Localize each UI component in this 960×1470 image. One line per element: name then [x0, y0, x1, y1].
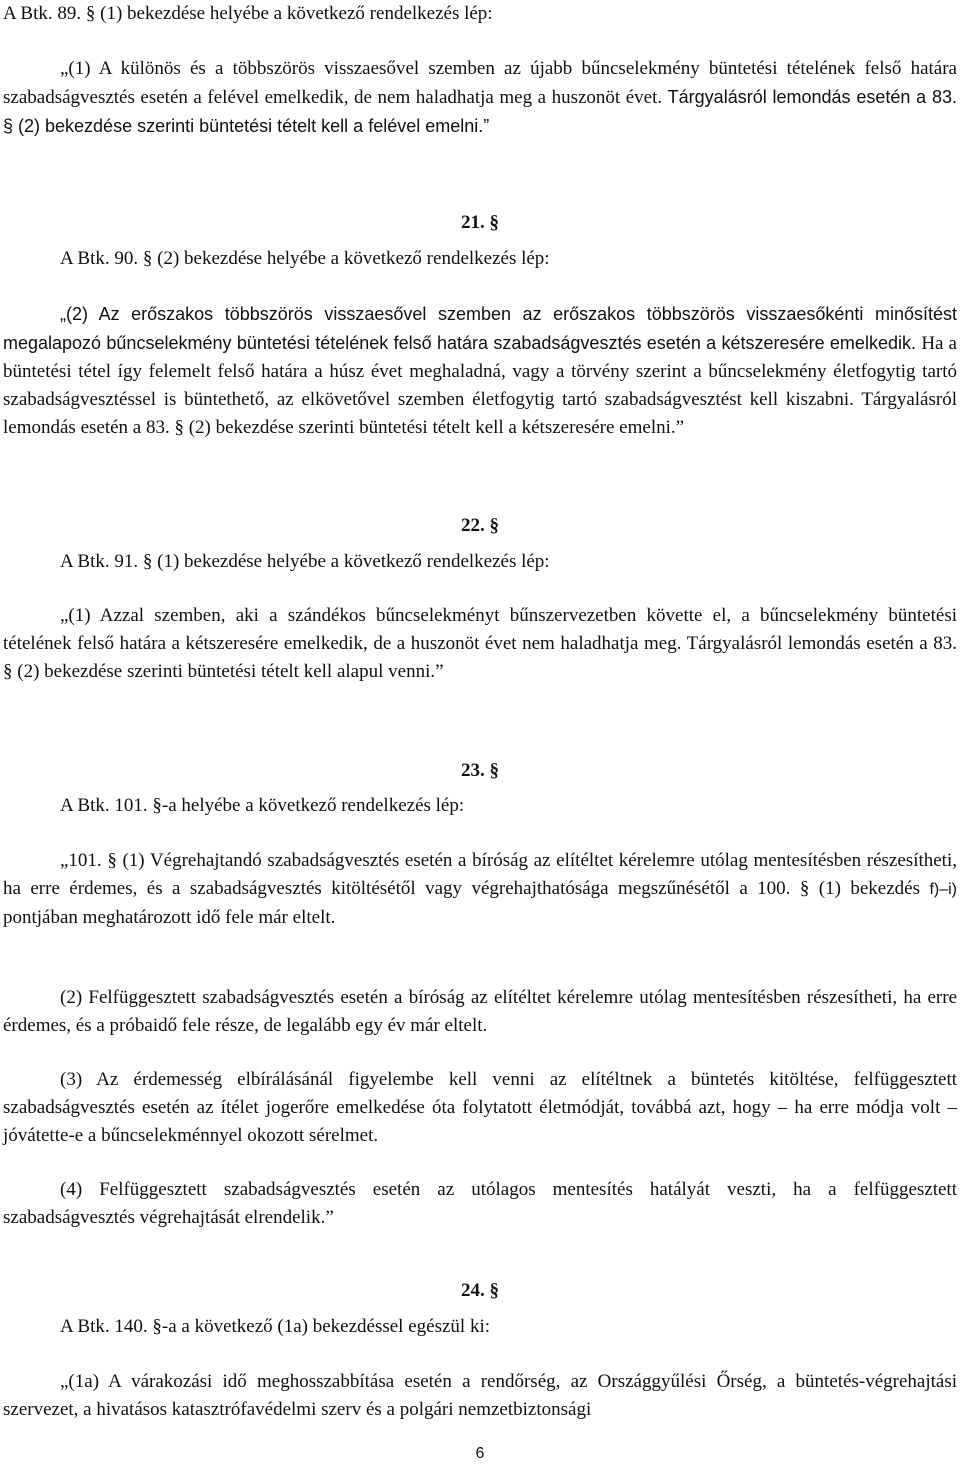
amendment-text-101-3: (3) Az érdemesség elbírálásánál figyelembe kell venni az elítéltnek a büntetés kitöltése, felfüggesztett szabadságvesztés esetén az ítélet jogerőre emelkedése óta folytatott életmódját, továbbá azt, hogy – ha erre módja volt – jóvátette-e a bűncselekménnyel okozott sérelmet. [3, 1069, 957, 1146]
amendment-text-89 [3, 55, 957, 141]
amendment-text-140: „(1a) A várakozási idő meghosszabbítása esetén a rendőrség, az Országgyűlési Őrség, a büntetés-végrehajtási szervezet, a hivatásos katasztrófavédelmi szerv és a polgári nemzetbiztonsági [3, 1371, 957, 1420]
amendment-text-90-part-a: „(2) Az erőszakos többszörös visszaesővel szemben az erőszakos többszörös visszaesőkénti minősítést megalapozó bűncselekmény büntetési tételének felső határa szabadságvesztés esetén a kétszeresére emelkedik. [3, 304, 957, 353]
amendment-intro-90: A Btk. 90. § (2) bekezdése helyébe a következő rendelkezés lép: [60, 248, 550, 269]
amendment-text-101-4: (4) Felfüggesztett szabadságvesztés esetén az utólagos mentesítés hatályát veszti, ha a felfüggesztett szabadságvesztés végrehajtását elrendelik.” [3, 1179, 957, 1228]
amendment-intro-140: A Btk. 140. §-a a következő (1a) bekezdéssel egészül ki: [60, 1316, 490, 1337]
amendment-text-89-waiver: Tárgyalásról lemondás esetén a 83. § (2) bekezdése szerinti büntetési tételt kell a felével emelni.” [3, 87, 957, 136]
page-number: 6 [475, 1445, 485, 1462]
amendment-text-101-1-points: f)–i) [929, 881, 957, 898]
amendment-intro-91: A Btk. 91. § (1) bekezdése helyébe a következő rendelkezés lép: [60, 551, 550, 572]
section-heading-22: 22. § [461, 515, 499, 536]
amendment-text-101-1 [3, 847, 957, 932]
amendment-text-101-1-end: pontjában meghatározott idő fele már eltelt. [3, 907, 336, 928]
amendment-text-89-main: „(1) A különös és a többszörös visszaesővel szemben az újabb bűncselekmény büntetési tételének felső határa szabadságvesztés esetén a felével emelkedik, de nem haladhatja meg a huszonöt évet. [3, 58, 957, 108]
amendment-text-101-2: (2) Felfüggesztett szabadságvesztés esetén a bíróság az elítéltet kérelemre utólag mentesítésben részesítheti, ha erre érdemes, és a próbaidő fele része, de legalább egy év már eltelt. [3, 987, 957, 1036]
amendment-intro-89: A Btk. 89. § (1) bekezdése helyébe a következő rendelkezés lép: [3, 3, 493, 24]
amendment-text-90-part-b: Ha a büntetési tétel így felemelt felső határa a húsz évet meghaladná, vagy a törvény szerint a bűncselekmény életfogytig tartó szabadságvesztéssel is büntethető, az elkövetővel szemben életfogytig tartó szabadságvesztést kell kiszabni. Tárgyalásról lemondás esetén a 83. § (2) bekezdése szerinti büntetési tételt kell a kétszeresére emelni.” [3, 333, 957, 438]
amendment-intro-101: A Btk. 101. §-a helyébe a következő rendelkezés lép: [60, 795, 465, 816]
amendment-text-101-1-main: „101. § (1) Végrehajtandó szabadságvesztés esetén a bíróság az elítéltet kérelemre utólag mentesítésben részesítheti, ha erre érdemes, és a szabadságvesztés kitöltésétől vagy végrehajthatósága megszűnésétől a 100. § (1) bekezdés [3, 850, 957, 899]
section-heading-23: 23. § [461, 760, 499, 781]
amendment-text-90 [3, 300, 957, 442]
section-heading-24: 24. § [461, 1280, 499, 1301]
section-heading-21: 21. § [461, 212, 499, 233]
amendment-text-91: „(1) Azzal szemben, aki a szándékos bűncselekményt bűnszervezetben követte el, a bűncselekmény büntetési tételének felső határa a kétszeresére emelkedik, de a huszonöt évet nem haladhatja meg. Tárgyalásról lemondás esetén a 83. § (2) bekezdése szerinti büntetési tételt kell alapul venni.” [3, 605, 957, 682]
